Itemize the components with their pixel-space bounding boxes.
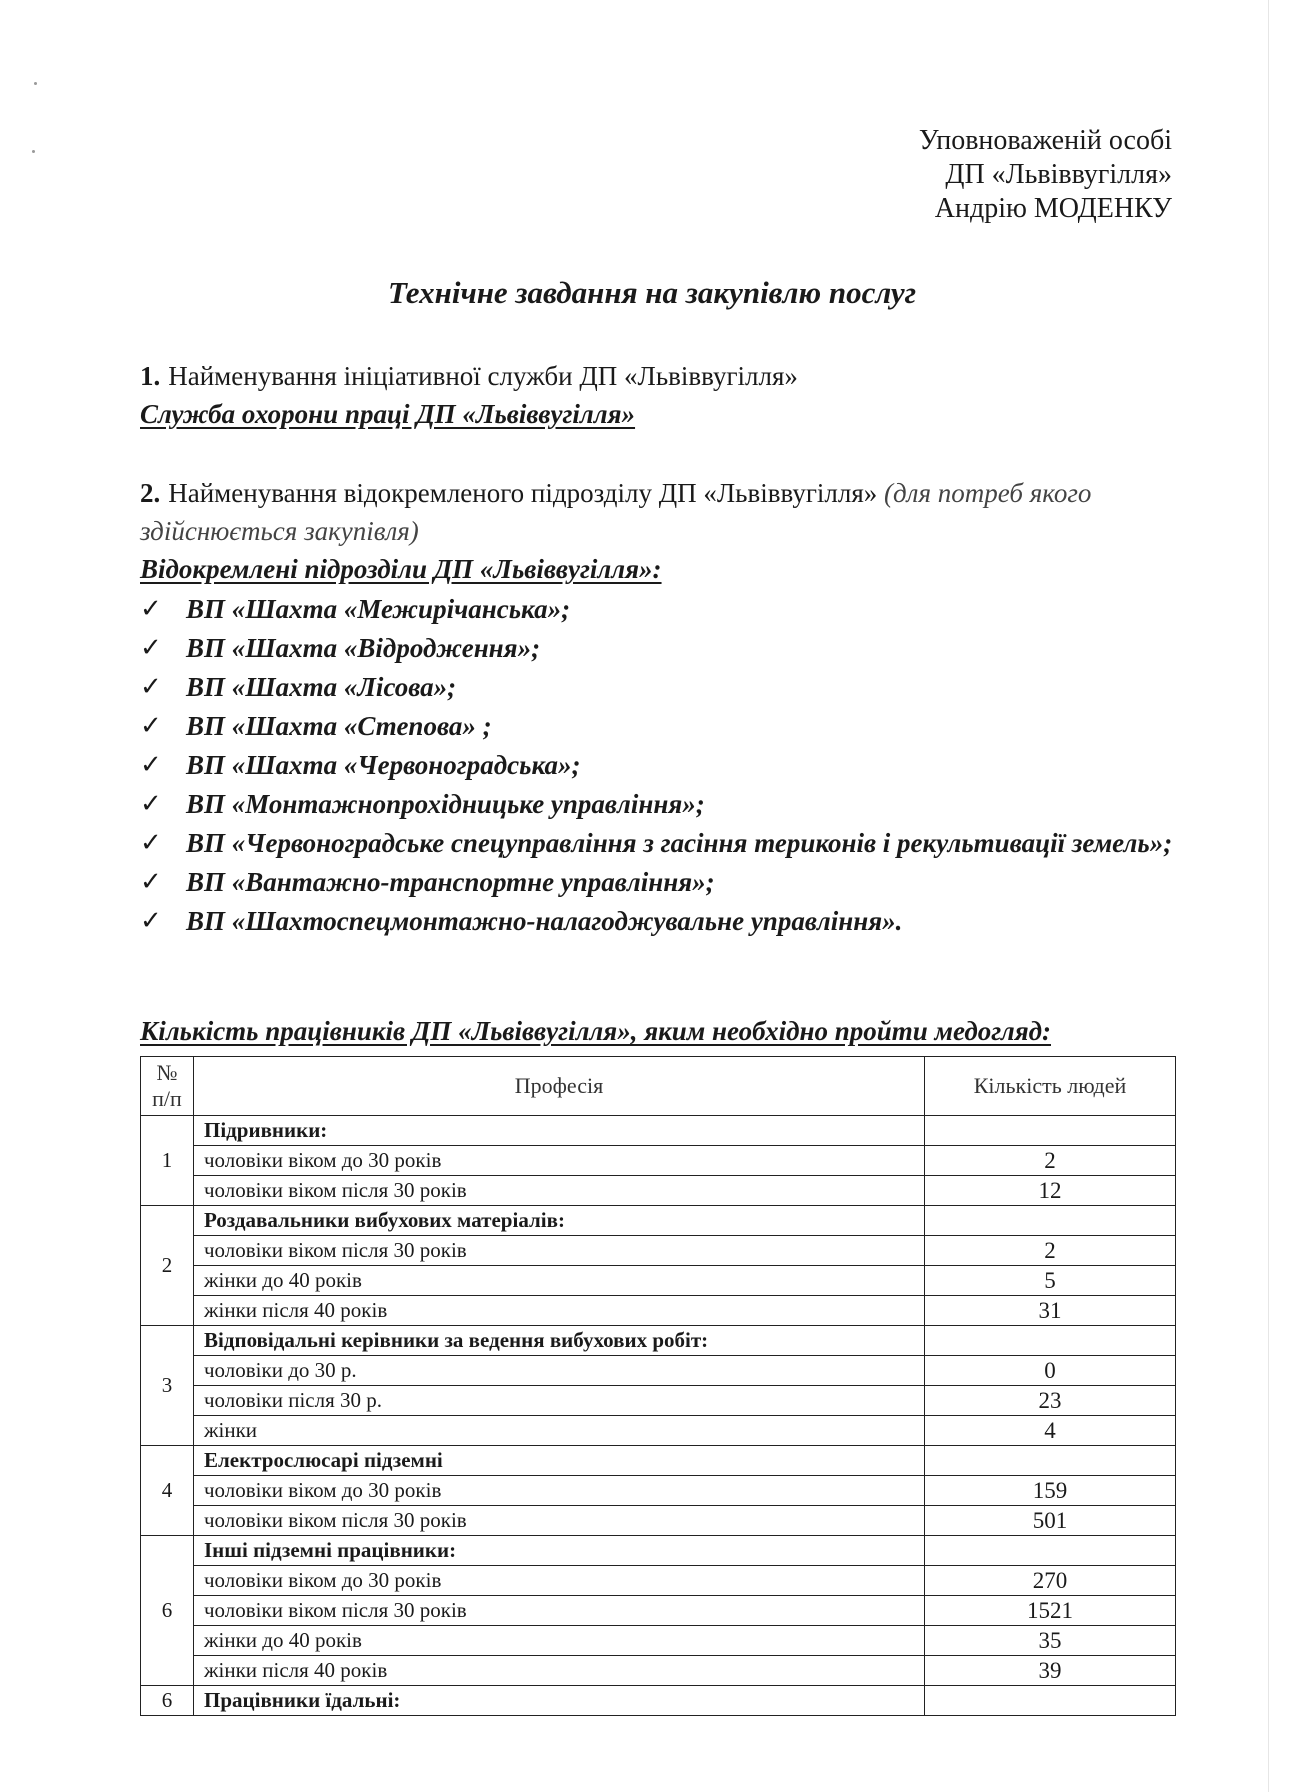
row-label: чоловіки віком після 30 років	[194, 1596, 925, 1626]
section-2-label-line	[140, 474, 1174, 550]
row-count: 270	[925, 1566, 1176, 1596]
group-title: Відповідальні керівники за ведення вибухових робіт:	[194, 1326, 925, 1356]
table-group-row	[141, 1326, 1176, 1356]
group-number: 4	[141, 1446, 194, 1536]
row-label: чоловіки віком до 30 років	[194, 1146, 925, 1176]
table-group-row	[141, 1686, 1176, 1716]
table-row	[141, 1266, 1176, 1296]
group-title: Працівники їдальні:	[194, 1686, 925, 1716]
section-2-note: (для потреб якого здійснюється закупівля)	[140, 478, 1092, 546]
table-row	[141, 1416, 1176, 1446]
group-number: 1	[141, 1116, 194, 1206]
addressee-line: ДП «Львіввугілля»	[945, 159, 1172, 190]
table-row	[141, 1386, 1176, 1416]
unit-item	[140, 590, 1174, 629]
header-count: Кількість людей	[925, 1057, 1176, 1116]
table-body	[141, 1116, 1176, 1716]
row-label: чоловіки віком після 30 років	[194, 1506, 925, 1536]
unit-item	[140, 824, 1174, 863]
table-group-row	[141, 1116, 1176, 1146]
row-count: 501	[925, 1506, 1176, 1536]
table-title: Кількість працівників ДП «Львіввугілля», яким необхідно пройти медогляд:	[140, 1016, 1051, 1046]
row-label: чоловіки до 30 р.	[194, 1356, 925, 1386]
row-count: 31	[925, 1296, 1176, 1326]
row-count: 159	[925, 1476, 1176, 1506]
table-row	[141, 1356, 1176, 1386]
row-count: 2	[925, 1146, 1176, 1176]
row-count: 12	[925, 1176, 1176, 1206]
table-group-row	[141, 1206, 1176, 1236]
row-count: 4	[925, 1416, 1176, 1446]
table-row	[141, 1506, 1176, 1536]
unit-label: ВП «Шахта «Відродження»;	[186, 633, 541, 663]
group-count-empty	[925, 1206, 1176, 1236]
group-title: Інші підземні працівники:	[194, 1536, 925, 1566]
row-label: жінки до 40 років	[194, 1626, 925, 1656]
group-count-empty	[925, 1116, 1176, 1146]
scan-speck	[34, 82, 37, 85]
unit-label: ВП «Шахта «Лісова»;	[186, 672, 457, 702]
unit-label: ВП «Червоноградське спецуправління з гасіння териконів і рекультивації земель»;	[186, 828, 1173, 858]
unit-item	[140, 902, 1174, 941]
row-label: чоловіки віком до 30 років	[194, 1566, 925, 1596]
header-num-line: №	[156, 1060, 178, 1085]
unit-label: ВП «Шахта «Червоноградська»;	[186, 750, 581, 780]
header-profession: Професія	[194, 1057, 925, 1116]
group-count-empty	[925, 1686, 1176, 1716]
row-count: 2	[925, 1236, 1176, 1266]
row-count: 5	[925, 1266, 1176, 1296]
checkmark-icon: ✓	[140, 672, 162, 702]
row-label: жінки	[194, 1416, 925, 1446]
group-count-empty	[925, 1326, 1176, 1356]
row-label: чоловіки після 30 р.	[194, 1386, 925, 1416]
unit-label: ВП «Шахта «Межирічанська»;	[186, 594, 571, 624]
row-label: жінки після 40 років	[194, 1296, 925, 1326]
table-row	[141, 1596, 1176, 1626]
section-1-label-line	[140, 357, 1174, 395]
section-number: 1.	[140, 361, 161, 391]
group-title: Підривники:	[194, 1116, 925, 1146]
row-count: 23	[925, 1386, 1176, 1416]
header-num	[141, 1057, 194, 1116]
group-number: 2	[141, 1206, 194, 1326]
section-1-value: Служба охорони праці ДП «Львіввугілля»	[140, 399, 636, 429]
row-label: чоловіки віком після 30 років	[194, 1236, 925, 1266]
unit-item	[140, 863, 1174, 902]
row-count: 1521	[925, 1596, 1176, 1626]
document-title: Технічне завдання на закупівлю послуг	[387, 275, 917, 310]
section-2	[140, 474, 1174, 588]
table-row	[141, 1296, 1176, 1326]
table-row	[141, 1146, 1176, 1176]
unit-item	[140, 746, 1174, 785]
header-num-line: п/п	[152, 1086, 182, 1111]
row-count: 39	[925, 1656, 1176, 1686]
unit-item	[140, 629, 1174, 668]
section-1-label: Найменування ініціативної служби ДП «Львіввугілля»	[168, 361, 798, 391]
group-number: 3	[141, 1326, 194, 1446]
group-title: Електрослюсарі підземні	[194, 1446, 925, 1476]
unit-label: ВП «Вантажно-транспортне управління»;	[186, 867, 715, 897]
table-group-row	[141, 1536, 1176, 1566]
row-label: чоловіки віком після 30 років	[194, 1176, 925, 1206]
unit-label: ВП «Шахта «Степова» ;	[186, 711, 492, 741]
row-label: чоловіки віком до 30 років	[194, 1476, 925, 1506]
checkmark-icon: ✓	[140, 633, 162, 663]
unit-item	[140, 707, 1174, 746]
row-label: жінки після 40 років	[194, 1656, 925, 1686]
unit-item	[140, 785, 1174, 824]
group-number: 6	[141, 1536, 194, 1686]
checkmark-icon: ✓	[140, 828, 162, 858]
table-row	[141, 1626, 1176, 1656]
group-title: Роздавальники вибухових матеріалів:	[194, 1206, 925, 1236]
section-number: 2.	[140, 478, 161, 508]
scan-edge-line	[1268, 0, 1269, 1792]
scan-speck	[32, 150, 35, 153]
checkmark-icon: ✓	[140, 867, 162, 897]
checkmark-icon: ✓	[140, 711, 162, 741]
addressee-line: Уповноваженій особі	[918, 125, 1172, 156]
section-2-label: Найменування відокремленого підрозділу ДП «Львіввугілля»	[168, 478, 878, 508]
unit-item	[140, 668, 1174, 707]
unit-label: ВП «Монтажнопрохідницьке управління»;	[186, 789, 705, 819]
row-count: 0	[925, 1356, 1176, 1386]
table-row	[141, 1476, 1176, 1506]
addressee-line: Андрію МОДЕНКУ	[934, 193, 1172, 224]
checkmark-icon: ✓	[140, 594, 162, 624]
staff-table	[140, 1056, 1176, 1716]
unit-label: ВП «Шахтоспецмонтажно-налагоджувальне управління».	[186, 906, 903, 936]
table-row	[141, 1176, 1176, 1206]
group-count-empty	[925, 1536, 1176, 1566]
checkmark-icon: ✓	[140, 750, 162, 780]
checkmark-icon: ✓	[140, 789, 162, 819]
units-list	[140, 590, 1174, 941]
group-count-empty	[925, 1446, 1176, 1476]
units-heading: Відокремлені підрозділи ДП «Львіввугілля»:	[140, 554, 662, 584]
table-row	[141, 1656, 1176, 1686]
table-group-row	[141, 1446, 1176, 1476]
table-row	[141, 1236, 1176, 1266]
section-1	[140, 357, 1174, 433]
addressee-block	[919, 124, 1172, 226]
row-label: жінки до 40 років	[194, 1266, 925, 1296]
checkmark-icon: ✓	[140, 906, 162, 936]
table-header-row	[141, 1057, 1176, 1116]
row-count: 35	[925, 1626, 1176, 1656]
table-row	[141, 1566, 1176, 1596]
group-number: 6	[141, 1686, 194, 1716]
